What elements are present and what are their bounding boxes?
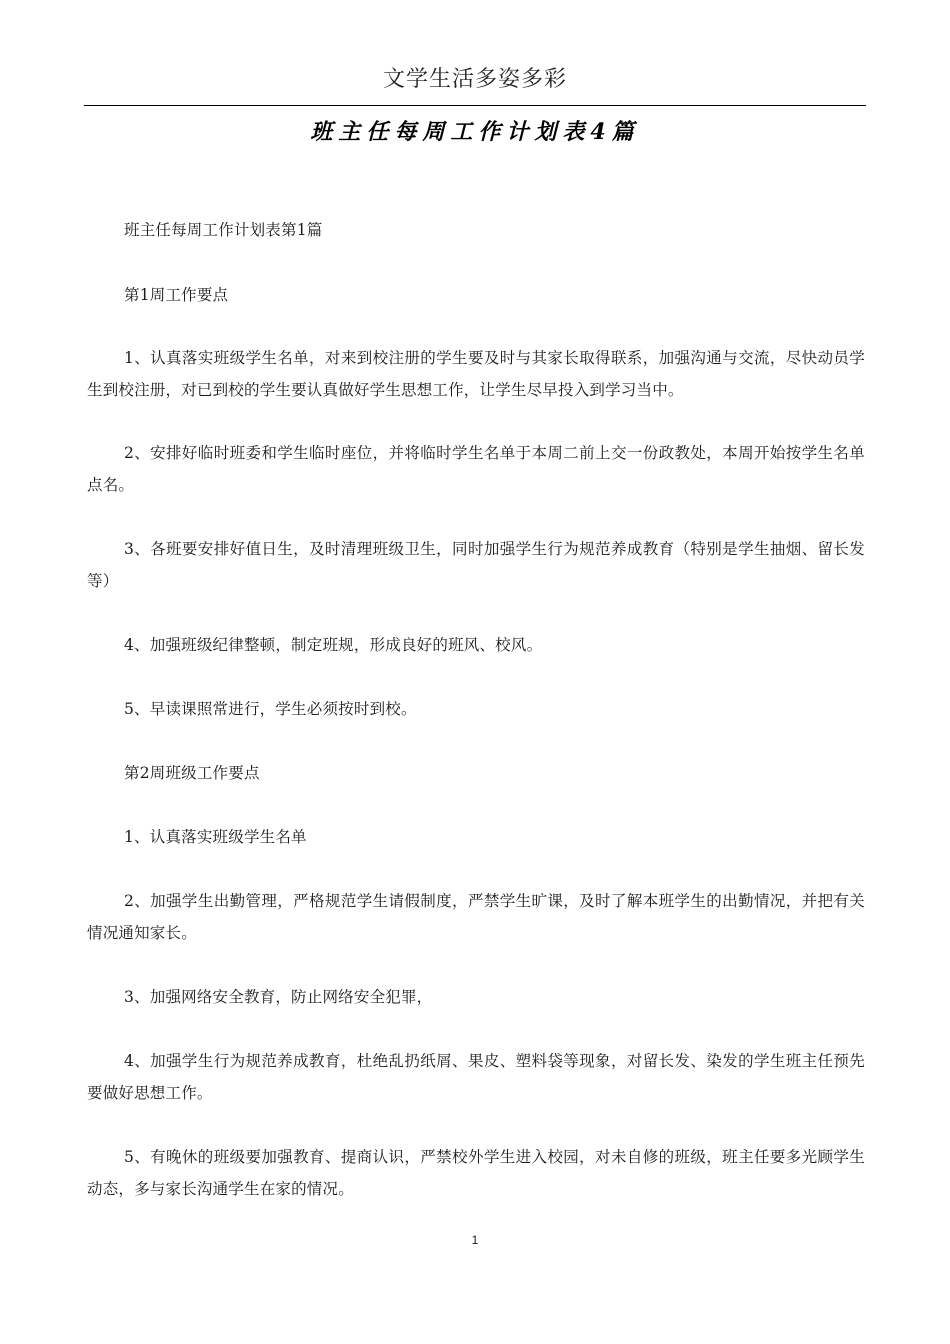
week-heading: 第2周班级工作要点	[124, 764, 260, 782]
paragraph: 5、早读课照常进行，学生必须按时到校。	[124, 700, 417, 718]
paragraph: 3、各班要安排好值日生，及时清理班级卫生，同时加强学生行为规范养成教育（特别是学生抽烟、留长发等）	[87, 540, 865, 590]
paragraph: 1、认真落实班级学生名单，对来到校注册的学生要及时与其家长取得联系，加强沟通与交流，尽快动员学生到校注册，对已到校的学生要认真做好学生思想工作，让学生尽早投入到学习当中。	[87, 349, 865, 399]
running-header: 文学生活多姿多彩	[382, 67, 567, 92]
section-heading: 班主任每周工作计划表第1篇	[124, 221, 323, 239]
paragraph: 4、加强学生行为规范养成教育，杜绝乱扔纸屑、果皮、塑料袋等现象，对留长发、染发的学生班主任预先要做好思想工作。	[87, 1052, 865, 1102]
paragraph: 4、加强班级纪律整顿，制定班规，形成良好的班风、校风。	[124, 636, 543, 654]
document-title: 班主任每周工作计划表4篇	[310, 119, 640, 145]
week-heading: 第1周工作要点	[124, 286, 229, 304]
header-divider	[84, 105, 866, 106]
paragraph: 1、认真落实班级学生名单	[124, 828, 307, 846]
paragraph: 2、加强学生出勤管理，严格规范学生请假制度，严禁学生旷课，及时了解本班学生的出勤情况，并把有关情况通知家长。	[87, 892, 865, 942]
paragraph: 3、加强网络安全教育，防止网络安全犯罪，	[124, 988, 433, 1006]
page-number: 1	[471, 1233, 479, 1247]
paragraph: 5、有晚休的班级要加强教育、提商认识，严禁校外学生进入校园，对未自修的班级，班主任要多光顾学生动态，多与家长沟通学生在家的情况。	[87, 1148, 865, 1198]
paragraph: 2、安排好临时班委和学生临时座位，并将临时学生名单于本周二前上交一份政教处，本周开始按学生名单点名。	[87, 444, 865, 494]
